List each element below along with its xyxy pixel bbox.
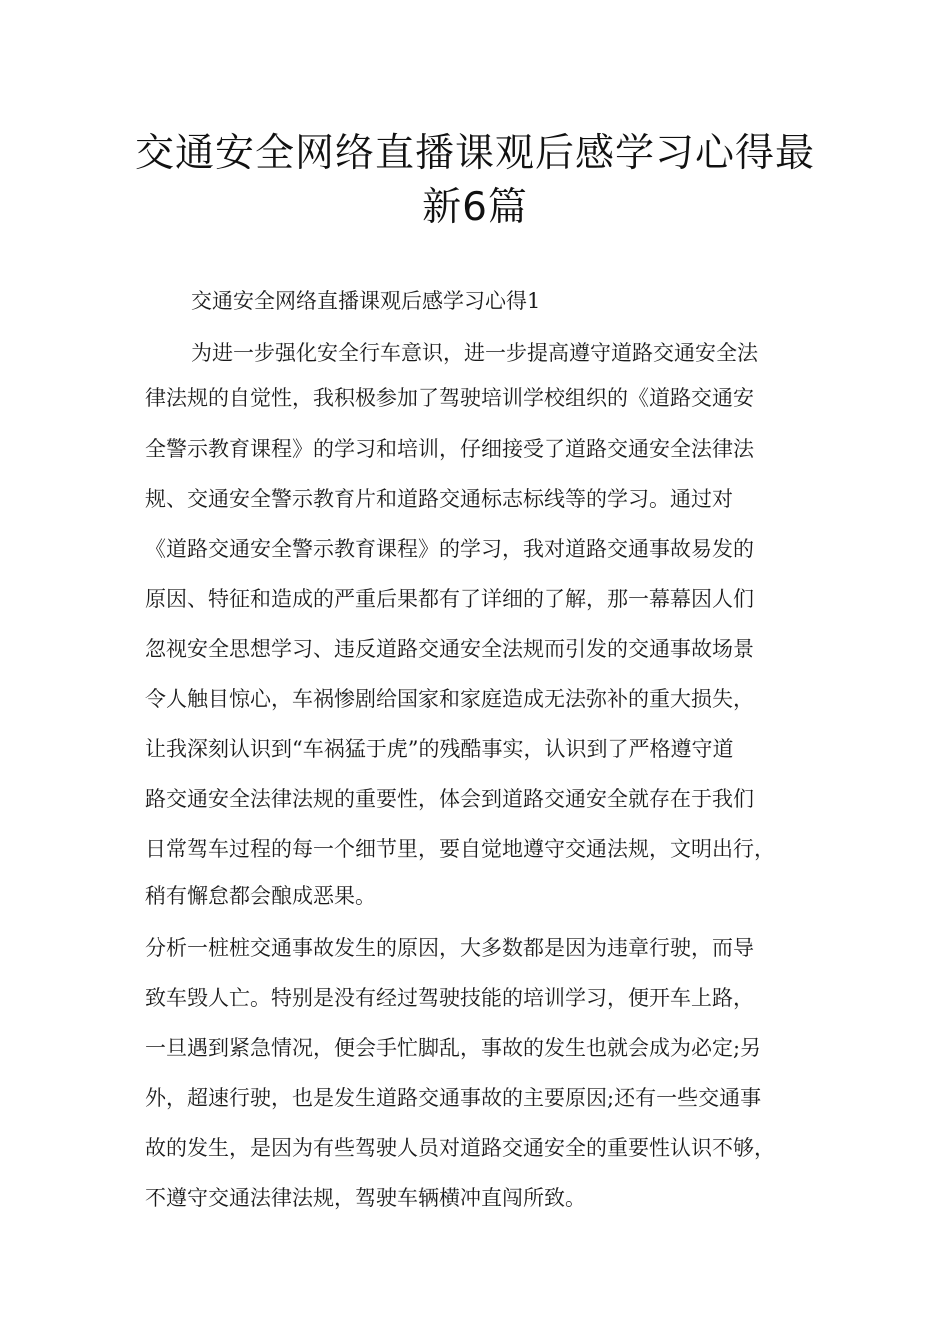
document-title-line-2: 新6篇 <box>422 185 528 230</box>
paragraph-1-line: 全警示教育课程》的学习和培训，仔细接受了道路交通安全法律法 <box>145 437 754 461</box>
paragraph-1-line: 路交通安全法律法规的重要性，体会到道路交通安全就存在于我们 <box>145 787 754 811</box>
paragraph-1-line: 令人触目惊心，车祸惨剧给国家和家庭造成无法弥补的重大损失， <box>145 687 754 711</box>
paragraph-1-line: 让我深刻认识到“车祸猛于虎”的残酷事实，认识到了严格遵守道 <box>145 737 734 761</box>
paragraph-2-line: 外，超速行驶，也是发生道路交通事故的主要原因;还有一些交通事 <box>145 1086 762 1110</box>
paragraph-2-line: 致车毁人亡。特别是没有经过驾驶技能的培训学习，便开车上路， <box>145 986 754 1010</box>
paragraph-2-line: 分析一桩桩交通事故发生的原因，大多数都是因为违章行驶，而导 <box>145 936 754 960</box>
paragraph-1-line: 原因、特征和造成的严重后果都有了详细的了解，那一幕幕因人们 <box>145 587 754 611</box>
paragraph-1-line: 日常驾车过程的每一个细节里，要自觉地遵守交通法规，文明出行， <box>145 837 775 861</box>
paragraph-1-line: 律法规的自觉性，我积极参加了驾驶培训学校组织的《道路交通安 <box>145 386 754 410</box>
paragraph-2-line: 故的发生，是因为有些驾驶人员对道路交通安全的重要性认识不够， <box>145 1136 775 1160</box>
paragraph-2-line: 不遵守交通法律法规，驾驶车辆横冲直闯所致。 <box>145 1186 586 1210</box>
section-heading: 交通安全网络直播课观后感学习心得1 <box>191 289 541 313</box>
paragraph-2-line: 一旦遇到紧急情况，便会手忙脚乱，事故的发生也就会成为必定;另 <box>145 1036 762 1060</box>
paragraph-1-line: 忽视安全思想学习、违反道路交通安全法规而引发的交通事故场景 <box>145 637 754 661</box>
paragraph-1-line: 稍有懈怠都会酿成恶果。 <box>145 884 376 908</box>
paragraph-1-line: 规、交通安全警示教育片和道路交通标志标线等的学习。通过对 <box>145 487 733 511</box>
paragraph-1-line: 《道路交通安全警示教育课程》的学习，我对道路交通事故易发的 <box>145 537 754 561</box>
paragraph-1-line: 为进一步强化安全行车意识，进一步提高遵守道路交通安全法 <box>191 341 758 365</box>
document-title-line-1: 交通安全网络直播课观后感学习心得最 <box>134 131 815 176</box>
